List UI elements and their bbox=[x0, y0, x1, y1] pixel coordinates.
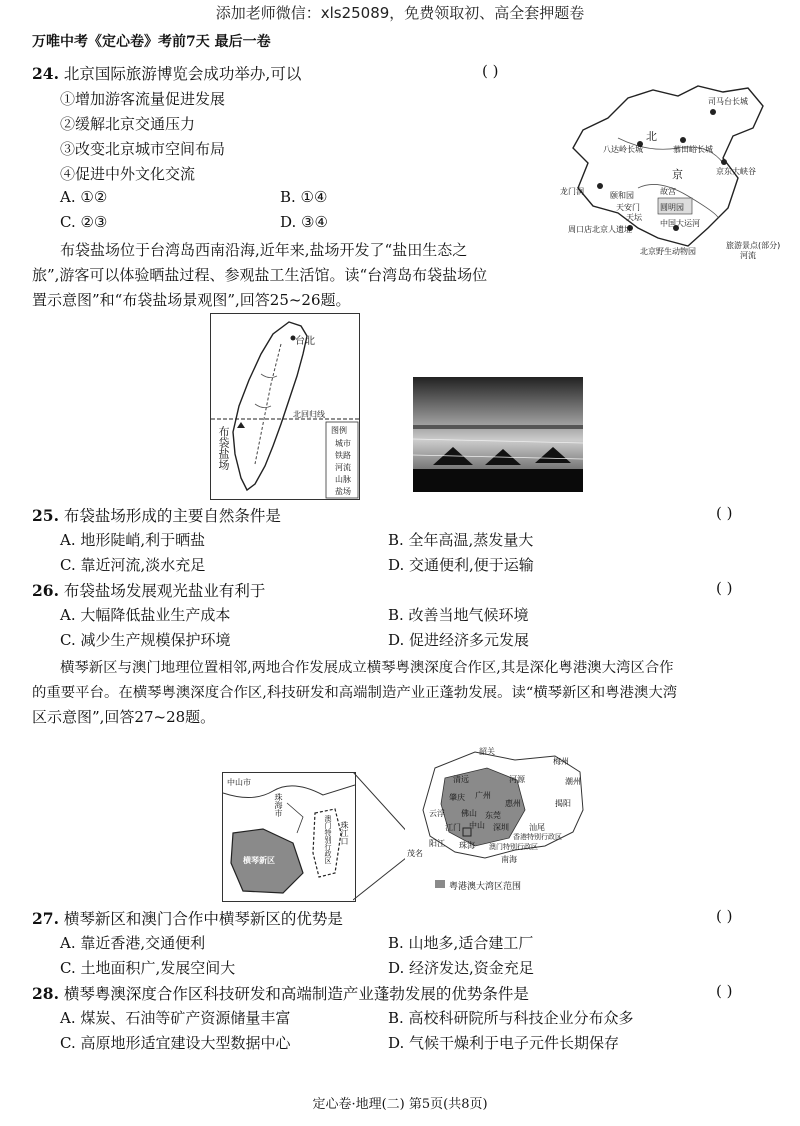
city-label: 香港特别行政区 bbox=[513, 833, 562, 841]
zhuhai-label: 珠海市 bbox=[274, 793, 283, 817]
q28-option-a: A. 煤炭、石油等矿产资源储量丰富 bbox=[60, 1009, 291, 1027]
q28-option-b: B. 高校科研院所与科技企业分布众多 bbox=[388, 1009, 634, 1027]
map-label: 慕田峪长城 bbox=[673, 145, 713, 154]
q27-stem bbox=[32, 907, 343, 929]
city-label: 佛山 bbox=[461, 809, 477, 818]
passage2-line2: 的重要平台。在横琴粤澳深度合作区,科技研发和高端制造产业正蓬勃发展。读“横琴新区和粤港澳大湾 bbox=[32, 685, 678, 701]
beijing-tourism-map bbox=[548, 78, 780, 268]
sea-label: 南海 bbox=[501, 855, 517, 864]
q26-text: 布袋盐场发展观光盐业有利于 bbox=[63, 582, 266, 600]
q28-option-c: C. 高原地形适宜建设大型数据中心 bbox=[60, 1034, 291, 1052]
city-label: 东莞 bbox=[485, 811, 501, 820]
macao-inset-label: 澳门特别行政区 bbox=[324, 815, 332, 864]
q28-answer-paren: ( ) bbox=[716, 982, 733, 1000]
q25-text: 布袋盐场形成的主要自然条件是 bbox=[63, 507, 281, 525]
taibei-label: 台北 bbox=[295, 336, 315, 347]
q26-number: 26. bbox=[32, 581, 59, 600]
city-label: 河源 bbox=[509, 775, 525, 784]
map-label: 中国大运河 bbox=[660, 219, 700, 228]
legend-item: 盐场 bbox=[335, 487, 351, 496]
map-label: 天坛 bbox=[626, 213, 642, 222]
hengqin-label: 横琴新区 bbox=[243, 856, 275, 865]
city-label: 梅州 bbox=[553, 757, 569, 766]
city-label: 中山 bbox=[469, 821, 485, 830]
hengqin-map-outline bbox=[223, 773, 355, 901]
city-label: 澳门特别行政区 bbox=[489, 843, 538, 851]
q24-item-4: ④促进中外文化交流 bbox=[60, 165, 196, 183]
q27-option-b: B. 山地多,适合建工厂 bbox=[388, 934, 534, 952]
city-label: 惠州 bbox=[505, 799, 521, 808]
watermark-text: 添加老师微信：xls25089，免费领取初、高全套押题卷 bbox=[215, 4, 585, 22]
map-label: 八达岭长城 bbox=[603, 145, 643, 154]
map-label: 周口店北京人遗址 bbox=[568, 225, 632, 234]
budai-label: 布袋盐场 bbox=[217, 426, 230, 470]
city-label: 云浮 bbox=[429, 809, 445, 818]
city-label: 肇庆 bbox=[449, 793, 465, 802]
map-label: 京东大峡谷 bbox=[716, 167, 756, 176]
q27-text: 横琴新区和澳门合作中横琴新区的优势是 bbox=[63, 910, 343, 928]
map-legend-label: 河流 bbox=[740, 251, 756, 260]
q24-answer-paren: ( ) bbox=[482, 62, 499, 80]
city-label: 潮州 bbox=[565, 777, 581, 786]
map-label: 天安门 bbox=[616, 203, 640, 212]
q24-option-a: A. ①② bbox=[60, 188, 108, 206]
map-legend-label: 旅游景点(部分) bbox=[726, 241, 781, 250]
q27-number: 27. bbox=[32, 909, 59, 928]
map-label: 故宫 bbox=[660, 187, 676, 196]
tropic-label: 北回归线 bbox=[293, 410, 325, 419]
q25-number: 25. bbox=[32, 506, 59, 525]
q25-option-c: C. 靠近河流,淡水充足 bbox=[60, 556, 206, 574]
zoom-connector-lines bbox=[353, 772, 413, 902]
passage1-line1: 布袋盐场位于台湾岛西南沿海,近年来,盐场开发了“盐田生态之 bbox=[60, 241, 468, 259]
q25-answer-paren: ( ) bbox=[716, 504, 733, 522]
q26-stem bbox=[32, 579, 265, 601]
q26-option-d: D. 促进经济多元发展 bbox=[388, 631, 530, 649]
passage1-line3: 置示意图”和“布袋盐场景观图”,回答25~26题。 bbox=[32, 291, 351, 309]
map-label: 司马台长城 bbox=[708, 97, 748, 106]
taiwan-map bbox=[210, 313, 360, 500]
map-label: 颐和园 bbox=[610, 191, 634, 200]
budai-salt-field-photo bbox=[413, 377, 583, 492]
city-label: 汕尾 bbox=[529, 823, 545, 832]
q24-item-2: ②缓解北京交通压力 bbox=[60, 115, 196, 133]
q24-stem bbox=[32, 62, 301, 84]
legend-item: 城市 bbox=[335, 439, 351, 448]
city-label: 广州 bbox=[475, 791, 491, 800]
city-label: 韶关 bbox=[479, 747, 495, 756]
hengqin-inset-map bbox=[222, 772, 356, 902]
city-label: 深圳 bbox=[493, 823, 509, 832]
city-label: 茂名 bbox=[407, 849, 423, 858]
q26-answer-paren: ( ) bbox=[716, 579, 733, 597]
q24-item-3: ③改变北京城市空间布局 bbox=[60, 140, 226, 158]
q28-text: 横琴粤澳深度合作区科技研发和高端制造产业蓬勃发展的优势条件是 bbox=[63, 985, 529, 1003]
map-label: 京 bbox=[672, 168, 683, 181]
q26-option-b: B. 改善当地气候环境 bbox=[388, 606, 529, 624]
q28-number: 28. bbox=[32, 984, 59, 1003]
q24-option-b: B. ①④ bbox=[280, 188, 328, 206]
greater-bay-area-map bbox=[405, 740, 590, 900]
map-label: 圆明园 bbox=[660, 203, 684, 212]
legend-item: 铁路 bbox=[335, 451, 351, 460]
q26-option-a: A. 大幅降低盐业生产成本 bbox=[60, 606, 231, 624]
exam-header: 万唯中考《定心卷》考前7天 最后一卷 bbox=[32, 34, 271, 50]
city-label: 清远 bbox=[453, 775, 469, 784]
q26-option-c: C. 减少生产规模保护环境 bbox=[60, 631, 231, 649]
q24-item-1: ①增加游客流量促进发展 bbox=[60, 90, 226, 108]
q24-option-c: C. ②③ bbox=[60, 213, 108, 231]
city-label: 阳江 bbox=[429, 839, 445, 848]
map-label: 龙门涧 bbox=[560, 187, 584, 196]
legend-item: 山脉 bbox=[335, 475, 351, 484]
map-label: 北京野生动物园 bbox=[640, 247, 696, 256]
q28-option-d: D. 气候干燥利于电子元件长期保存 bbox=[388, 1034, 620, 1052]
q27-answer-paren: ( ) bbox=[716, 907, 733, 925]
q25-option-a: A. 地形陡峭,利于晒盐 bbox=[60, 531, 206, 549]
zhujiangkou-label: 珠江口 bbox=[340, 821, 349, 845]
legend-title: 图例 bbox=[331, 426, 347, 435]
q24-number: 24. bbox=[32, 64, 59, 83]
q27-option-a: A. 靠近香港,交通便利 bbox=[60, 934, 206, 952]
q25-option-b: B. 全年高温,蒸发量大 bbox=[388, 531, 534, 549]
legend-item: 河流 bbox=[335, 463, 351, 472]
map-label: 北 bbox=[646, 130, 657, 143]
page-footer: 定心卷·地理(二) 第5页(共8页) bbox=[312, 1097, 488, 1112]
passage2-line1: 横琴新区与澳门地理位置相邻,两地合作发展成立横琴粤澳深度合作区,其是深化粤港澳大湾区合作 bbox=[60, 660, 674, 676]
passage1-line2: 旅”,游客可以体验晒盐过程、参观盐工生活馆。读“台湾岛布袋盐场位 bbox=[32, 266, 488, 284]
q27-option-c: C. 土地面积广,发展空间大 bbox=[60, 959, 236, 977]
q25-stem bbox=[32, 504, 281, 526]
passage2-line3: 区示意图”,回答27~28题。 bbox=[32, 708, 216, 726]
salt-field-scene bbox=[413, 377, 583, 492]
zhongshan-label: 中山市 bbox=[227, 778, 251, 787]
city-label: 揭阳 bbox=[555, 799, 571, 808]
q28-stem bbox=[32, 982, 529, 1004]
city-label: 江门 bbox=[445, 823, 461, 832]
q24-text: 北京国际旅游博览会成功举办,可以 bbox=[63, 65, 302, 83]
q25-option-d: D. 交通便利,便于运输 bbox=[388, 556, 534, 574]
q24-option-d: D. ③④ bbox=[280, 213, 328, 231]
city-label: 珠海 bbox=[459, 841, 475, 850]
q27-option-d: D. 经济发达,资金充足 bbox=[388, 959, 534, 977]
gba-legend-label: 粤港澳大湾区范围 bbox=[449, 882, 522, 892]
